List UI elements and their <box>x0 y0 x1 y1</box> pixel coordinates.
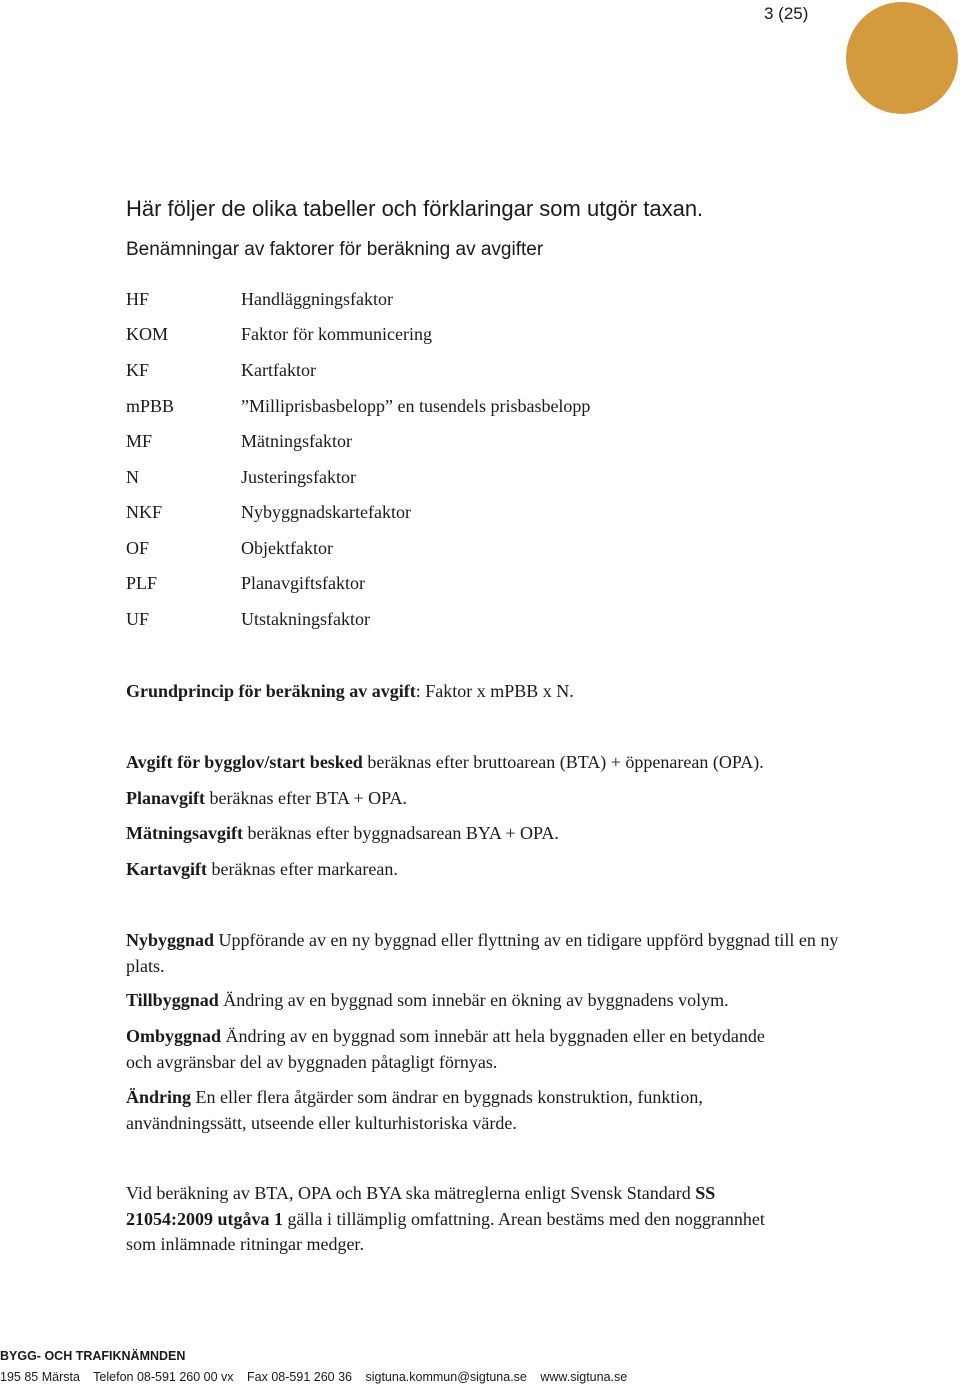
fee-label: Kartavgift <box>126 859 207 879</box>
factor-abbr: mPBB <box>126 396 175 416</box>
definition-paragraph <box>126 1024 786 1075</box>
standard-paragraph <box>126 1181 786 1258</box>
definition-paragraph <box>126 928 876 979</box>
section-subheading: Benämningar av faktorer för beräkning av avgifter <box>126 239 544 260</box>
footer-contact <box>0 1370 637 1384</box>
principle-paragraph <box>126 679 886 705</box>
definition-text: Ändring av en byggnad som innebär en ökning av byggnadens volym. <box>218 990 729 1010</box>
factor-abbr: KF <box>126 360 150 380</box>
factor-desc: Faktor för kommunicering <box>241 324 432 344</box>
factor-abbr: HF <box>126 289 150 309</box>
factor-abbr: KOM <box>126 324 169 344</box>
factor-abbr: NKF <box>126 502 163 522</box>
factor-desc: Mätningsfaktor <box>241 431 352 451</box>
fee-label: Mätningsavgift <box>126 823 243 843</box>
standard-text: Vid beräkning av BTA, OPA och BYA ska mätreglerna enligt Svensk Standard <box>126 1183 696 1203</box>
fee-text: beräknas efter BTA + OPA. <box>205 788 408 808</box>
fee-line <box>126 857 886 883</box>
factor-desc: Objektfaktor <box>241 538 333 558</box>
standard-code: SS 21054:2009 utgåva 1 <box>126 1183 716 1229</box>
factor-abbr: OF <box>126 538 150 558</box>
fee-line <box>126 821 886 847</box>
definition-text: En eller flera åtgärder som ändrar en byggnads konstruktion, funktion, användningssätt, utseende eller kulturhistoriska värde. <box>126 1087 703 1133</box>
definition-term: Tillbyggnad <box>126 990 219 1010</box>
definition-text: Ändring av en byggnad som innebär att hela byggnaden eller en betydande och avgränsbar del av byggnaden påtagligt förnyas. <box>126 1026 765 1072</box>
factor-desc: Justeringsfaktor <box>241 467 356 487</box>
definition-text: Uppförande av en ny byggnad eller flyttning av en tidigare uppförd byggnad till en ny plats. <box>126 930 839 976</box>
logo-circle <box>846 2 958 114</box>
footer-email[interactable]: sigtuna.kommun@sigtuna.se <box>365 1370 527 1384</box>
definition-paragraph <box>126 988 886 1014</box>
fee-text: beräknas efter byggnadsarean BYA + OPA. <box>243 823 559 843</box>
footer-web[interactable]: www.sigtuna.se <box>540 1370 628 1384</box>
fee-label: Avgift för bygglov/start besked <box>126 752 363 772</box>
footer-address: 195 85 Märsta <box>0 1370 80 1384</box>
footer-fax: Fax 08-591 260 36 <box>247 1370 352 1384</box>
principle-text: : Faktor x mPBB x N. <box>415 681 574 701</box>
fee-text: beräknas efter markarean. <box>206 859 398 879</box>
factor-desc: Planavgiftsfaktor <box>241 573 365 593</box>
definition-paragraph <box>126 1085 801 1136</box>
factor-abbr: UF <box>126 609 150 629</box>
definition-term: Nybyggnad <box>126 930 215 950</box>
fee-line <box>126 750 886 776</box>
factor-abbr: MF <box>126 431 153 451</box>
page-number: 3 (25) <box>764 4 809 23</box>
footer-phone: Telefon 08-591 260 00 vx <box>93 1370 234 1384</box>
standard-text: gälla i tillämplig omfattning. Arean bestäms med den noggrannhet som inlämnade ritningar medger. <box>126 1208 765 1254</box>
principle-label: Grundprincip för beräkning av avgift <box>126 681 416 701</box>
factor-desc: Nybyggnadskartefaktor <box>241 502 411 522</box>
factor-abbr: PLF <box>126 573 158 593</box>
fee-text: beräknas efter bruttoarean (BTA) + öppenarean (OPA). <box>362 752 764 772</box>
factor-abbr: N <box>126 467 139 487</box>
footer-org: BYGG- OCH TRAFIKNÄMNDEN <box>0 1349 186 1363</box>
fee-line <box>126 786 886 812</box>
factor-desc: Kartfaktor <box>241 360 316 380</box>
factor-desc: Handläggningsfaktor <box>241 289 393 309</box>
definition-term: Ändring <box>126 1087 192 1107</box>
definition-term: Ombyggnad <box>126 1026 222 1046</box>
factor-desc: Utstakningsfaktor <box>241 609 370 629</box>
fee-label: Planavgift <box>126 788 205 808</box>
factor-desc: ”Milliprisbasbelopp” en tusendels prisbasbelopp <box>241 396 591 416</box>
page-heading: Här följer de olika tabeller och förklaringar som utgör taxan. <box>126 196 704 221</box>
